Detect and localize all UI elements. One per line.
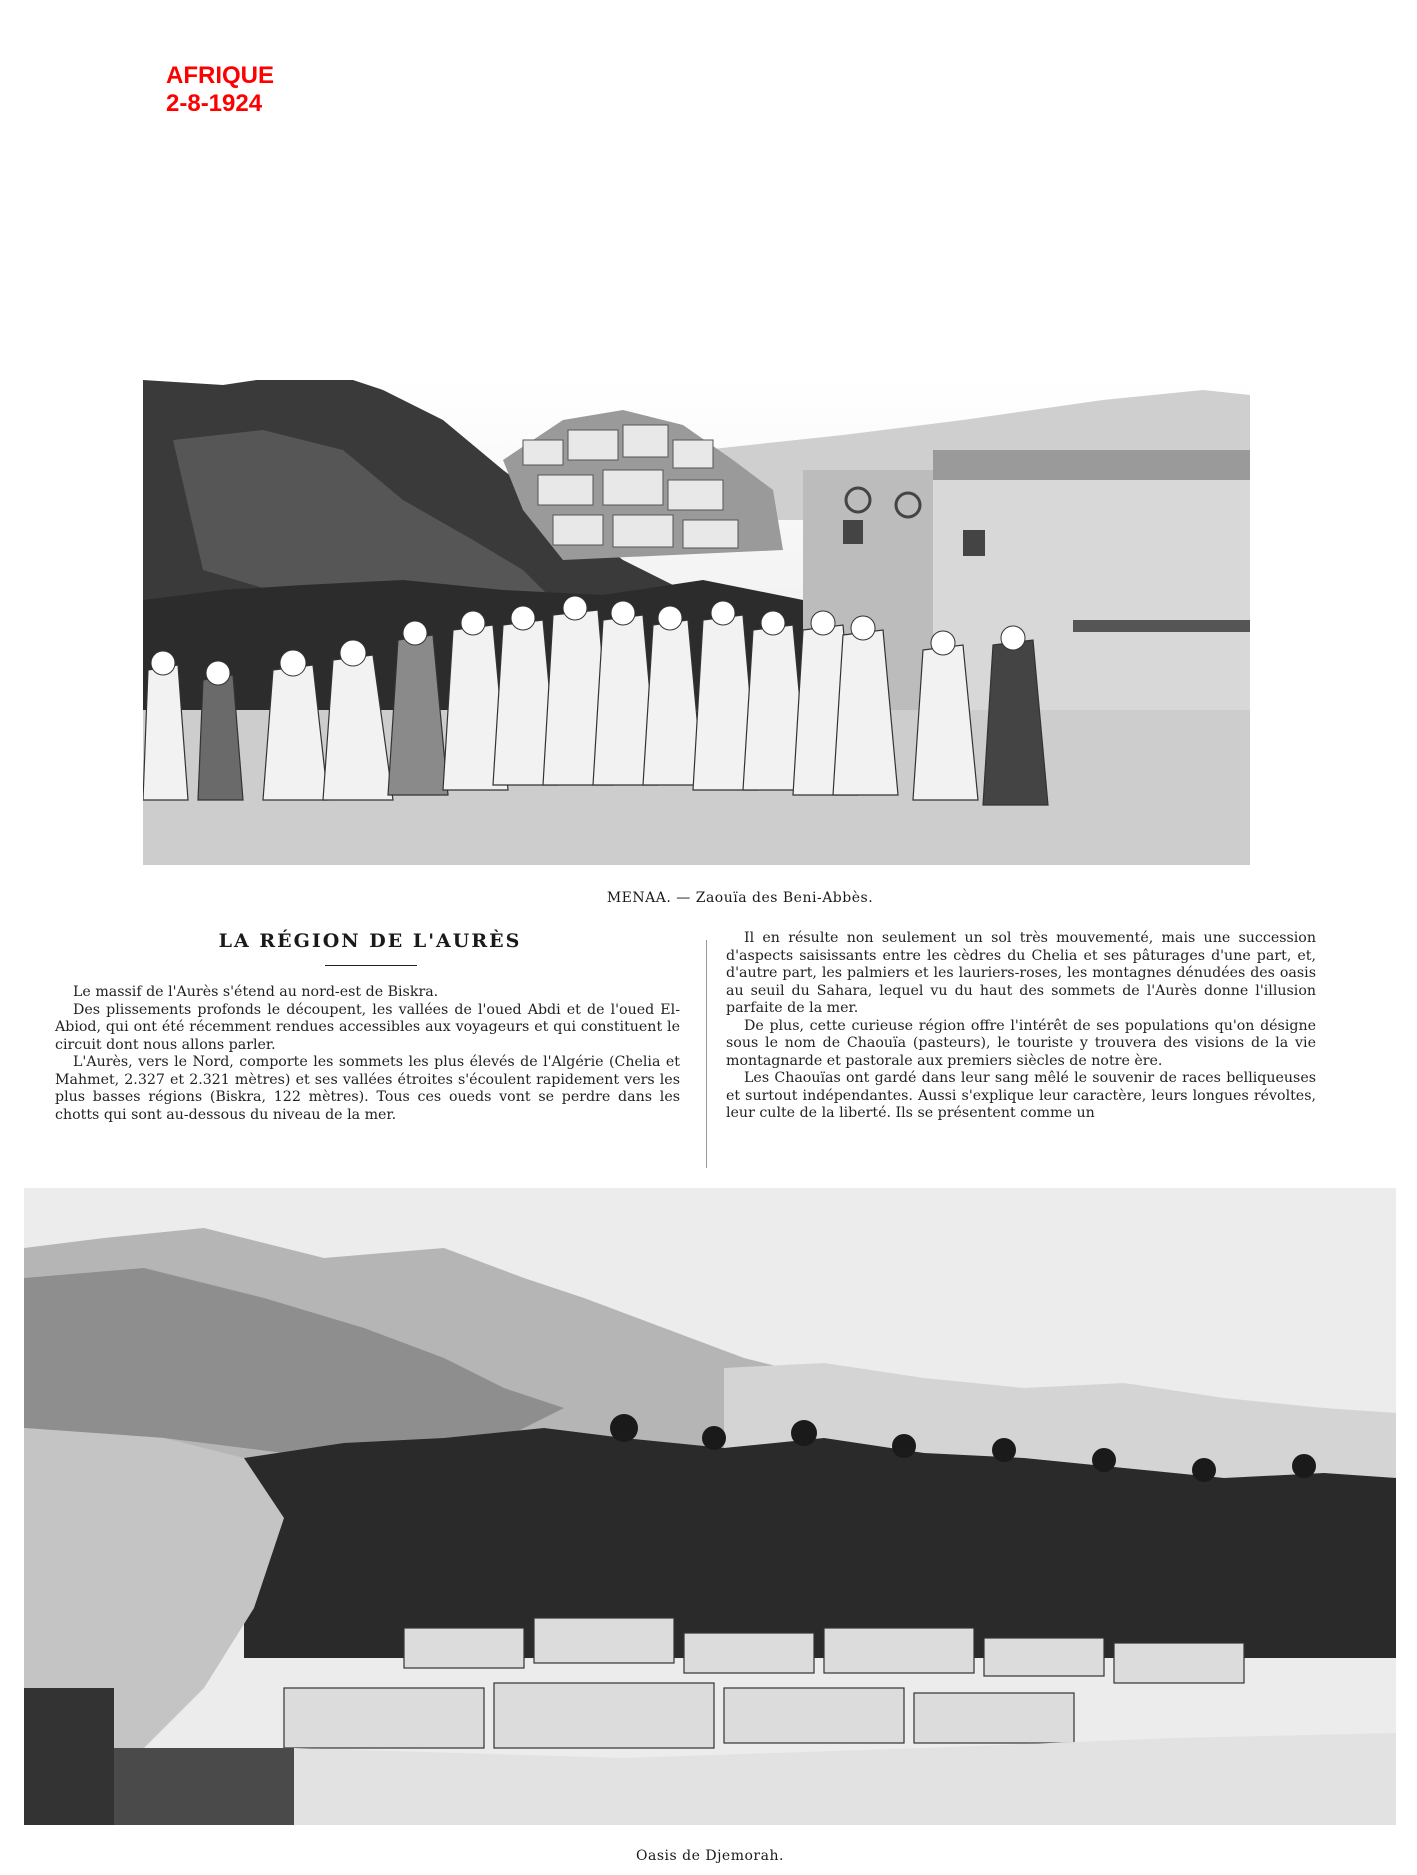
- article-column-left: [55, 984, 680, 1124]
- archive-stamp: [166, 62, 274, 118]
- photo-djemorah-illustration: [24, 1188, 1396, 1825]
- paragraph: Les Chaouïas ont gardé dans leur sang mêlé le souvenir de races belliqueuses et surtout indépendantes. Aussi s'explique leur caractère, leurs longues révoltes, leur culte de la liberté. Ils se présentent comme un: [726, 1070, 1316, 1121]
- title-underline: [325, 965, 417, 966]
- stamp-date: 2-8-1924: [166, 90, 263, 117]
- photo-caption-bottom: Oasis de Djemorah.: [636, 1848, 784, 1864]
- paragraph: Des plissements profonds le découpent, les vallées de l'oued Abdi et de l'oued El-Abiod, qui ont été récemment rendues accessibles aux voyageurs et qui constituent le circuit dont nous allons parler.: [55, 1001, 680, 1053]
- paragraph: De plus, cette curieuse région offre l'intérêt de ses populations qu'on désigne sous le nom de Chaouïa (pasteurs), le touriste y trouvera des visions de la vie montagnarde et pastorale aux premiers siècles de notre ère.: [726, 1017, 1316, 1069]
- stamp-region: AFRIQUE: [166, 62, 274, 89]
- photo-menaa-illustration: [143, 380, 1250, 865]
- photo-menaa-zaouia: [143, 380, 1250, 865]
- paragraph: L'Aurès, vers le Nord, comporte les sommets les plus élevés de l'Algérie (Chelia et Mahmet, 2.327 et 2.321 mètres) et ses vallées étroites s'écoulent rapidement vers les plus basses régions (Biskra, 122 mètres). Tous ces oueds vont se perdre dans les chotts qui sont au-dessous du niveau de la mer.: [55, 1054, 680, 1123]
- paragraph: Il en résulte non seulement un sol très mouvementé, mais une succession d'aspects saisissants entre les cèdres du Chelia et ses pâturages d'une part, et, d'autre part, les palmiers et les lauriers-roses, les montagnes dénudées des oasis au seuil du Sahara, lequel vu du haut des sommets de l'Aurès donne l'illusion parfaite de la mer.: [726, 930, 1316, 1016]
- column-divider: [706, 940, 707, 1168]
- article-column-right: [726, 930, 1316, 1167]
- paragraph: Le massif de l'Aurès s'étend au nord-est de Biskra.: [73, 984, 439, 1000]
- photo-caption-top: MENAA. — Zaouïa des Beni-Abbès.: [606, 890, 874, 906]
- article-title: LA RÉGION DE L'AURÈS: [218, 930, 522, 952]
- photo-djemorah-oasis: [24, 1188, 1396, 1825]
